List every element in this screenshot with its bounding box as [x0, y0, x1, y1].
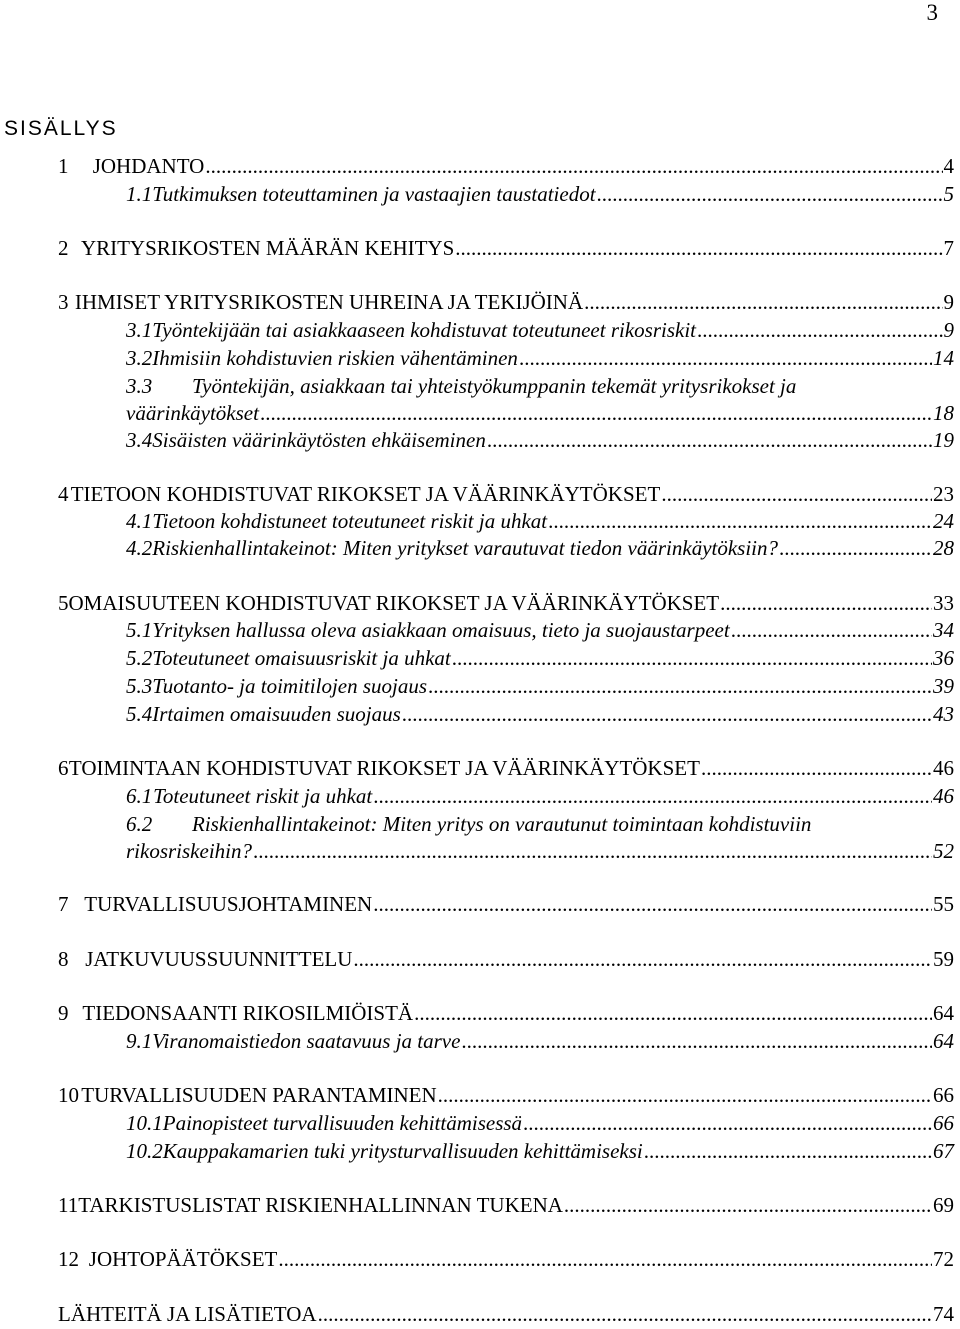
toc-entry-page: 33: [933, 591, 954, 615]
toc-entry-title: TIEDONSAANTI RIKOSILMIÖISTÄ: [82, 1001, 414, 1025]
toc-entry-number: 1.1: [126, 182, 153, 206]
toc-entry-page: 14: [933, 346, 954, 370]
toc-entry-page: 19: [933, 428, 954, 452]
toc-entry-page: 69: [933, 1193, 954, 1217]
toc-entry-3-4[interactable]: [126, 426, 954, 455]
toc-entry-page: 4: [943, 154, 954, 178]
toc-heading: SISÄLLYS: [4, 117, 118, 140]
toc-entry-number: 7: [58, 892, 69, 916]
dot-leader: [461, 1027, 932, 1056]
toc-entry-3-3[interactable]: [126, 399, 954, 428]
toc-entry-number: 3.1: [126, 318, 153, 342]
toc-entry-number: 5.2: [126, 646, 153, 670]
dot-leader: [205, 152, 942, 181]
toc-entry-number: 3.4: [126, 428, 153, 452]
toc-entry-title: Sisäisten väärinkäytösten ehkäiseminen: [152, 428, 486, 452]
toc-entry-number: 12: [58, 1247, 79, 1271]
toc-entry-number: 9.1: [126, 1029, 153, 1053]
toc-entry-title: Toteutuneet omaisuusriskit ja uhkat: [152, 646, 451, 670]
toc-entry-number: 4: [58, 482, 69, 506]
toc-entry-3-1[interactable]: [126, 316, 954, 345]
dot-leader: [253, 837, 932, 866]
toc-entry-page: 39: [933, 674, 954, 698]
dot-leader: [523, 1109, 932, 1138]
toc-entry-page: 23: [933, 482, 954, 506]
toc-entry-title: Viranomaistiedon saatavuus ja tarve: [152, 1029, 461, 1053]
toc-entry-title: OMAISUUTEEN KOHDISTUVAT RIKOKSET JA VÄÄRINKÄYTÖKSET: [68, 591, 720, 615]
page-number: 3: [926, 0, 938, 25]
toc-entry-title: Toteutuneet riskit ja uhkat: [153, 784, 373, 808]
dot-leader: [697, 316, 942, 345]
toc-entry-number: 4.2: [126, 536, 153, 560]
dot-leader: [644, 1137, 932, 1166]
toc-entry-number: 3.2: [126, 346, 153, 370]
toc-entry-title: TARKISTUSLISTAT RISKIENHALLINNAN TUKENA: [78, 1193, 563, 1217]
toc-entry-1-1[interactable]: [126, 180, 954, 209]
dot-leader: [455, 234, 942, 263]
toc-entry-number: 10.2: [126, 1139, 163, 1163]
toc-entry-3-3-line1[interactable]: [126, 372, 954, 401]
toc-entry-12[interactable]: [58, 1245, 954, 1274]
toc-entry-6-2-line1[interactable]: [126, 810, 954, 839]
toc-entry-3-2[interactable]: [126, 344, 954, 373]
toc-entry-5-4[interactable]: [126, 700, 954, 729]
toc-entry-title: IHMISET YRITYSRIKOSTEN UHREINA JA TEKIJÖINÄ: [74, 290, 584, 314]
toc-entry-title: Painopisteet turvallisuuden kehittämisessä: [162, 1111, 523, 1135]
toc-entry-title: JOHDANTO: [92, 154, 205, 178]
dot-leader: [260, 399, 932, 428]
toc-entry-9-1[interactable]: [126, 1027, 954, 1056]
dot-leader: [487, 426, 932, 455]
toc-entry-number: 1: [58, 154, 69, 178]
toc-entry-number: 5: [58, 591, 69, 615]
toc-entry-title: Yrityksen hallussa oleva asiakkaan omaisuus, tieto ja suojaustarpeet: [152, 618, 730, 642]
toc-entry-5-3[interactable]: [126, 672, 954, 701]
toc-entry-title: TURVALLISUUSJOHTAMINEN: [84, 892, 373, 916]
toc-entry-references[interactable]: [58, 1300, 954, 1329]
toc-entry-8[interactable]: [58, 945, 954, 974]
toc-entry-page: 28: [933, 536, 954, 560]
toc-entry-6-2[interactable]: [126, 837, 954, 866]
toc-entry-page: 64: [933, 1001, 954, 1025]
dot-leader: [661, 480, 932, 509]
toc-entry-title-line1: Riskienhallintakeinot: Miten yritys on varautunut toimintaan kohdistuviin: [192, 812, 812, 836]
toc-entry-7[interactable]: [58, 890, 954, 919]
toc-entry-4[interactable]: [58, 480, 954, 509]
toc-entry-number: 10: [58, 1083, 79, 1107]
dot-leader: [597, 180, 943, 209]
toc-entry-number: 4.1: [126, 509, 153, 533]
toc-entry-number: 3: [58, 290, 69, 314]
toc-entry-number: 9: [58, 1001, 69, 1025]
toc-entry-page: 9: [943, 318, 954, 342]
toc-entry-title: YRITYSRIKOSTEN MÄÄRÄN KEHITYS: [80, 236, 455, 260]
toc-entry-page: 43: [933, 702, 954, 726]
toc-entry-5-1[interactable]: [126, 616, 954, 645]
toc-entry-number: 6: [58, 756, 69, 780]
dot-leader: [402, 700, 932, 729]
toc-entry-page: 24: [933, 509, 954, 533]
toc-entry-page: 5: [943, 182, 954, 206]
toc-entry-number: 2: [58, 236, 69, 260]
toc-entry-title: väärinkäytökset: [126, 401, 259, 425]
dot-leader: [353, 945, 932, 974]
toc-entry-3[interactable]: [58, 288, 954, 317]
toc-entry-4-1[interactable]: [126, 507, 954, 536]
toc-entry-page: 64: [933, 1029, 954, 1053]
toc-entry-title: Kauppakamarien tuki yritysturvallisuuden kehittämiseksi: [162, 1139, 643, 1163]
dot-leader: [278, 1245, 932, 1274]
toc-entry-number: 3.3: [126, 374, 153, 398]
toc-entry-9[interactable]: [58, 999, 954, 1028]
dot-leader: [452, 644, 932, 673]
toc-entry-number: 5.4: [126, 702, 153, 726]
toc-entry-title: JOHTOPÄÄTÖKSET: [88, 1247, 278, 1271]
toc-entry-title: TIETOON KOHDISTUVAT RIKOKSET JA VÄÄRINKÄYTÖKSET: [70, 482, 661, 506]
toc-entry-page: 74: [933, 1302, 954, 1326]
toc-entry-page: 55: [933, 892, 954, 916]
toc-entry-title: Tutkimuksen toteuttaminen ja vastaajien taustatiedot: [152, 182, 596, 206]
toc-entry-4-2[interactable]: [126, 534, 954, 563]
toc-entry-number: 6.2: [126, 812, 153, 836]
dot-leader: [428, 672, 932, 701]
toc-entry-2[interactable]: [58, 234, 954, 263]
toc-entry-6[interactable]: [58, 754, 954, 783]
toc-entry-1[interactable]: [58, 152, 954, 181]
toc-entry-title: Ihmisiin kohdistuvien riskien vähentäminen: [152, 346, 518, 370]
toc-entry-page: 59: [933, 947, 954, 971]
dot-leader: [584, 288, 942, 317]
toc-entry-page: 46: [933, 784, 954, 808]
dot-leader: [779, 534, 932, 563]
dot-leader: [519, 344, 932, 373]
dot-leader: [701, 754, 932, 783]
toc-entry-title: Riskienhallintakeinot: Miten yritykset varautuvat tiedon väärinkäytöksiin?: [152, 536, 779, 560]
toc-entry-title: rikosriskeihin?: [126, 839, 252, 863]
toc-entry-10-1[interactable]: [126, 1109, 954, 1138]
toc-entry-6-1[interactable]: [126, 782, 954, 811]
toc-entry-number: 11: [58, 1193, 79, 1217]
toc-entry-number: 5.3: [126, 674, 153, 698]
toc-entry-number: 6.1: [126, 784, 153, 808]
toc-entry-page: 66: [933, 1111, 954, 1135]
dot-leader: [548, 507, 932, 536]
dot-leader: [720, 589, 932, 618]
dot-leader: [564, 1191, 932, 1220]
toc-entry-11[interactable]: [58, 1191, 954, 1220]
toc-entry-title: Työntekijään tai asiakkaaseen kohdistuvat toteutuneet rikosriskit: [152, 318, 697, 342]
toc-entry-number: 5.1: [126, 618, 153, 642]
toc-entry-title: TOIMINTAAN KOHDISTUVAT RIKOKSET JA VÄÄRINKÄYTÖKSET: [68, 756, 700, 780]
toc-entry-page: 52: [933, 839, 954, 863]
toc-entry-title: LÄHTEITÄ JA LISÄTIETOA: [58, 1302, 317, 1326]
dot-leader: [373, 890, 932, 919]
toc-entry-title: Tietoon kohdistuneet toteutuneet riskit ja uhkat: [152, 509, 548, 533]
toc-entry-10-2[interactable]: [126, 1137, 954, 1166]
dot-leader: [731, 616, 932, 645]
toc-entry-page: 9: [943, 290, 954, 314]
toc-entry-page: 72: [933, 1247, 954, 1271]
toc-entry-title-line1: Työntekijän, asiakkaan tai yhteistyökumppanin tekemät yritysrikokset ja: [192, 374, 797, 398]
toc-entry-page: 46: [933, 756, 954, 780]
toc-entry-title: Tuotanto- ja toimitilojen suojaus: [152, 674, 428, 698]
dot-leader: [414, 999, 932, 1028]
toc-entry-page: 36: [933, 646, 954, 670]
toc-entry-page: 34: [933, 618, 954, 642]
dot-leader: [318, 1300, 932, 1329]
toc-entry-page: 66: [933, 1083, 954, 1107]
toc-entry-10[interactable]: [58, 1081, 954, 1110]
toc-entry-number: 10.1: [126, 1111, 163, 1135]
toc-entry-title: JATKUVUUSSUUNNITTELU: [85, 947, 353, 971]
toc-entry-5-2[interactable]: [126, 644, 954, 673]
dot-leader: [438, 1081, 932, 1110]
toc-entry-number: 8: [58, 947, 69, 971]
toc-entry-5[interactable]: [58, 589, 954, 618]
toc-entry-title: Irtaimen omaisuuden suojaus: [152, 702, 401, 726]
toc-entry-title: TURVALLISUUDEN PARANTAMINEN: [81, 1083, 437, 1107]
toc-entry-page: 67: [933, 1139, 954, 1163]
dot-leader: [373, 782, 932, 811]
toc-entry-page: 7: [943, 236, 954, 260]
toc-entry-page: 18: [933, 401, 954, 425]
